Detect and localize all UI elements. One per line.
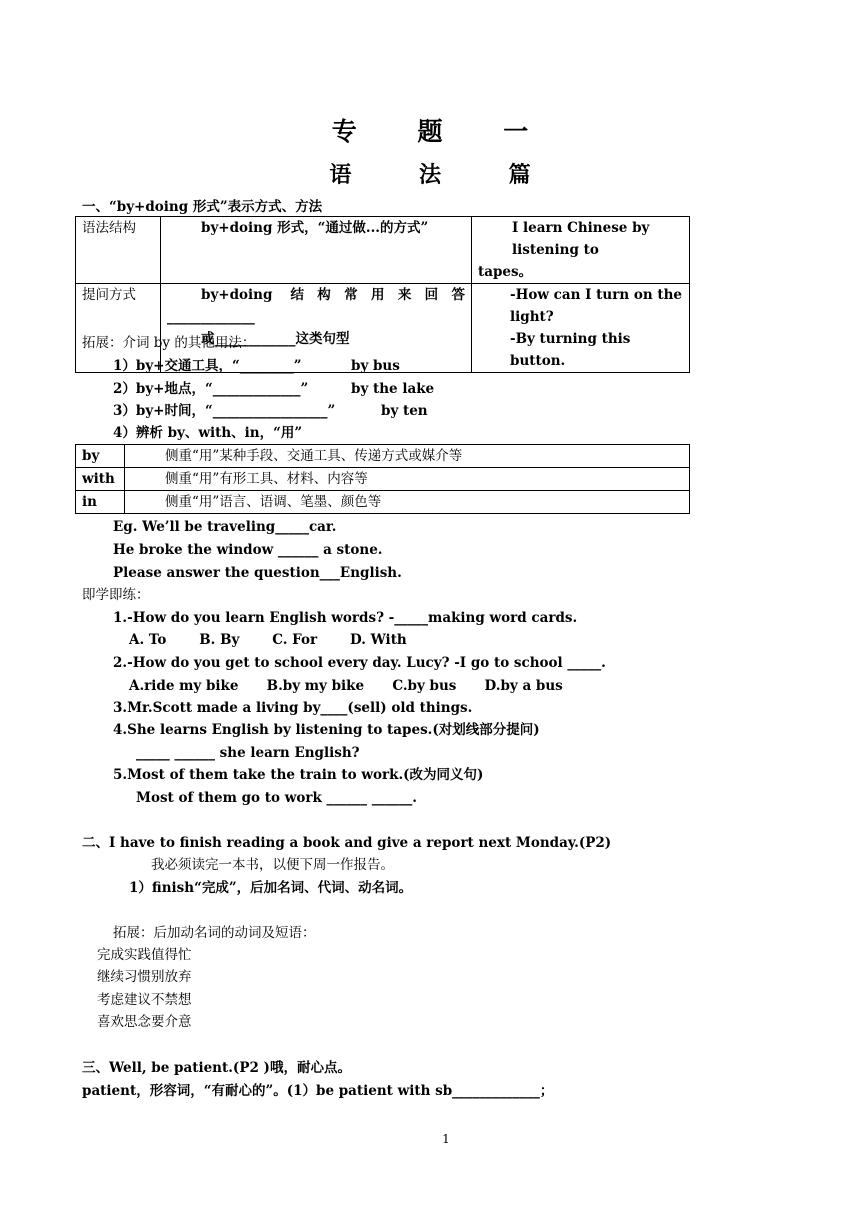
question: 4.She learns English by listening to tapes.(对划线部分提问) bbox=[113, 722, 540, 738]
section-1-heading: 一、“by+doing 形式”表示方式、方法 bbox=[82, 199, 323, 215]
row-example bbox=[472, 217, 690, 284]
mnemonic-line: 考虑建议不禁想 bbox=[97, 992, 192, 1008]
extension-item: 3）by+时间，“_________________” bbox=[113, 403, 336, 419]
word-cell: by bbox=[76, 445, 125, 468]
table-row bbox=[76, 445, 690, 468]
mnemonic-line: 喜欢思念要介意 bbox=[97, 1014, 192, 1030]
desc-cell: 侧重“用”语言、语调、笔墨、颜色等 bbox=[125, 491, 690, 514]
desc-line-1: by+doing 结构常用来回答 bbox=[201, 287, 465, 303]
example-line-2: -By turning this button. bbox=[510, 331, 631, 369]
grammar-point: 1）finish“完成”，后加名词、代词、动名词。 bbox=[129, 880, 413, 896]
desc-line-3: 或____________这类句型 bbox=[201, 331, 350, 347]
extension-example: by ten bbox=[381, 403, 428, 419]
extension-example: by bus bbox=[351, 358, 400, 374]
row-label: 语法结构 bbox=[76, 217, 161, 284]
row-example bbox=[472, 284, 690, 373]
extension-title: 拓展：后加动名词的动词及短语： bbox=[113, 925, 316, 941]
table-row bbox=[76, 468, 690, 491]
question: 2.-How do you get to school every day. Lucy? -I go to school _____. bbox=[113, 655, 606, 671]
page-number: 1 bbox=[442, 1132, 450, 1146]
question-options: A. To B. By C. For D. With bbox=[129, 632, 407, 648]
desc-cell: 侧重“用”某种手段、交通工具、传递方式或媒介等 bbox=[125, 445, 690, 468]
question-options: A.ride my bike B.by my bike C.by bus D.by a bus bbox=[129, 678, 563, 694]
example-sentence: Please answer the question___English. bbox=[113, 565, 402, 581]
question: 5.Most of them take the train to work.(改为同义句) bbox=[113, 767, 484, 783]
table-row bbox=[76, 217, 690, 284]
extension-item: 1）by+交通工具，“________” bbox=[113, 358, 302, 374]
extension-title: 拓展：介词 by 的其他用法： bbox=[82, 335, 256, 351]
example-line-1: I learn Chinese by listening to bbox=[512, 220, 650, 258]
section-3-heading: 三、Well, be patient.(P2 )哦，耐心点。 bbox=[82, 1060, 351, 1076]
example-sentence: He broke the window ______ a stone. bbox=[113, 542, 383, 558]
desc-cell: 侧重“用”有形工具、材料、内容等 bbox=[125, 468, 690, 491]
question-answer: _____ ______ she learn English? bbox=[136, 745, 360, 761]
page-title: 专 题 一 bbox=[331, 117, 555, 146]
extension-example: by the lake bbox=[351, 381, 435, 397]
example-line-2: tapes。 bbox=[478, 264, 533, 280]
word-cell: with bbox=[76, 468, 125, 491]
by-with-in-table bbox=[75, 444, 690, 514]
table-row bbox=[76, 491, 690, 514]
row-desc: by+doing 形式，“通过做...的方式” bbox=[161, 217, 472, 284]
section-3-line: patient，形容词，“有耐心的”。(1）be patient with sb_____________； bbox=[82, 1083, 554, 1099]
practice-title: 即学即练： bbox=[82, 587, 150, 603]
desc-line-2: _____________ bbox=[167, 309, 255, 325]
section-2-heading: 二、I have to finish reading a book and give a report next Monday.(P2) bbox=[82, 835, 612, 851]
row-label: 提问方式 bbox=[76, 284, 161, 373]
mnemonic-line: 继续习惯别放弃 bbox=[97, 969, 192, 985]
question-answer: Most of them go to work ______ ______. bbox=[136, 790, 417, 806]
mnemonic-line: 完成实践值得忙 bbox=[97, 947, 192, 963]
extension-item: 2）by+地点，“_____________” bbox=[113, 381, 309, 397]
question: 3.Mr.Scott made a living by____(sell) old things. bbox=[113, 700, 473, 716]
word-cell: in bbox=[76, 491, 125, 514]
question: 1.-How do you learn English words? -_____making word cards. bbox=[113, 610, 578, 626]
page-subtitle: 语 法 篇 bbox=[329, 162, 561, 188]
extension-item: 4）辨析 by、with、in，“用” bbox=[113, 425, 303, 441]
example-sentence: Eg. We’ll be traveling_____car. bbox=[113, 519, 337, 535]
example-line-1: -How can I turn on the light? bbox=[510, 287, 683, 325]
translation: 我必须读完一本书，以便下周一作报告。 bbox=[151, 857, 394, 873]
